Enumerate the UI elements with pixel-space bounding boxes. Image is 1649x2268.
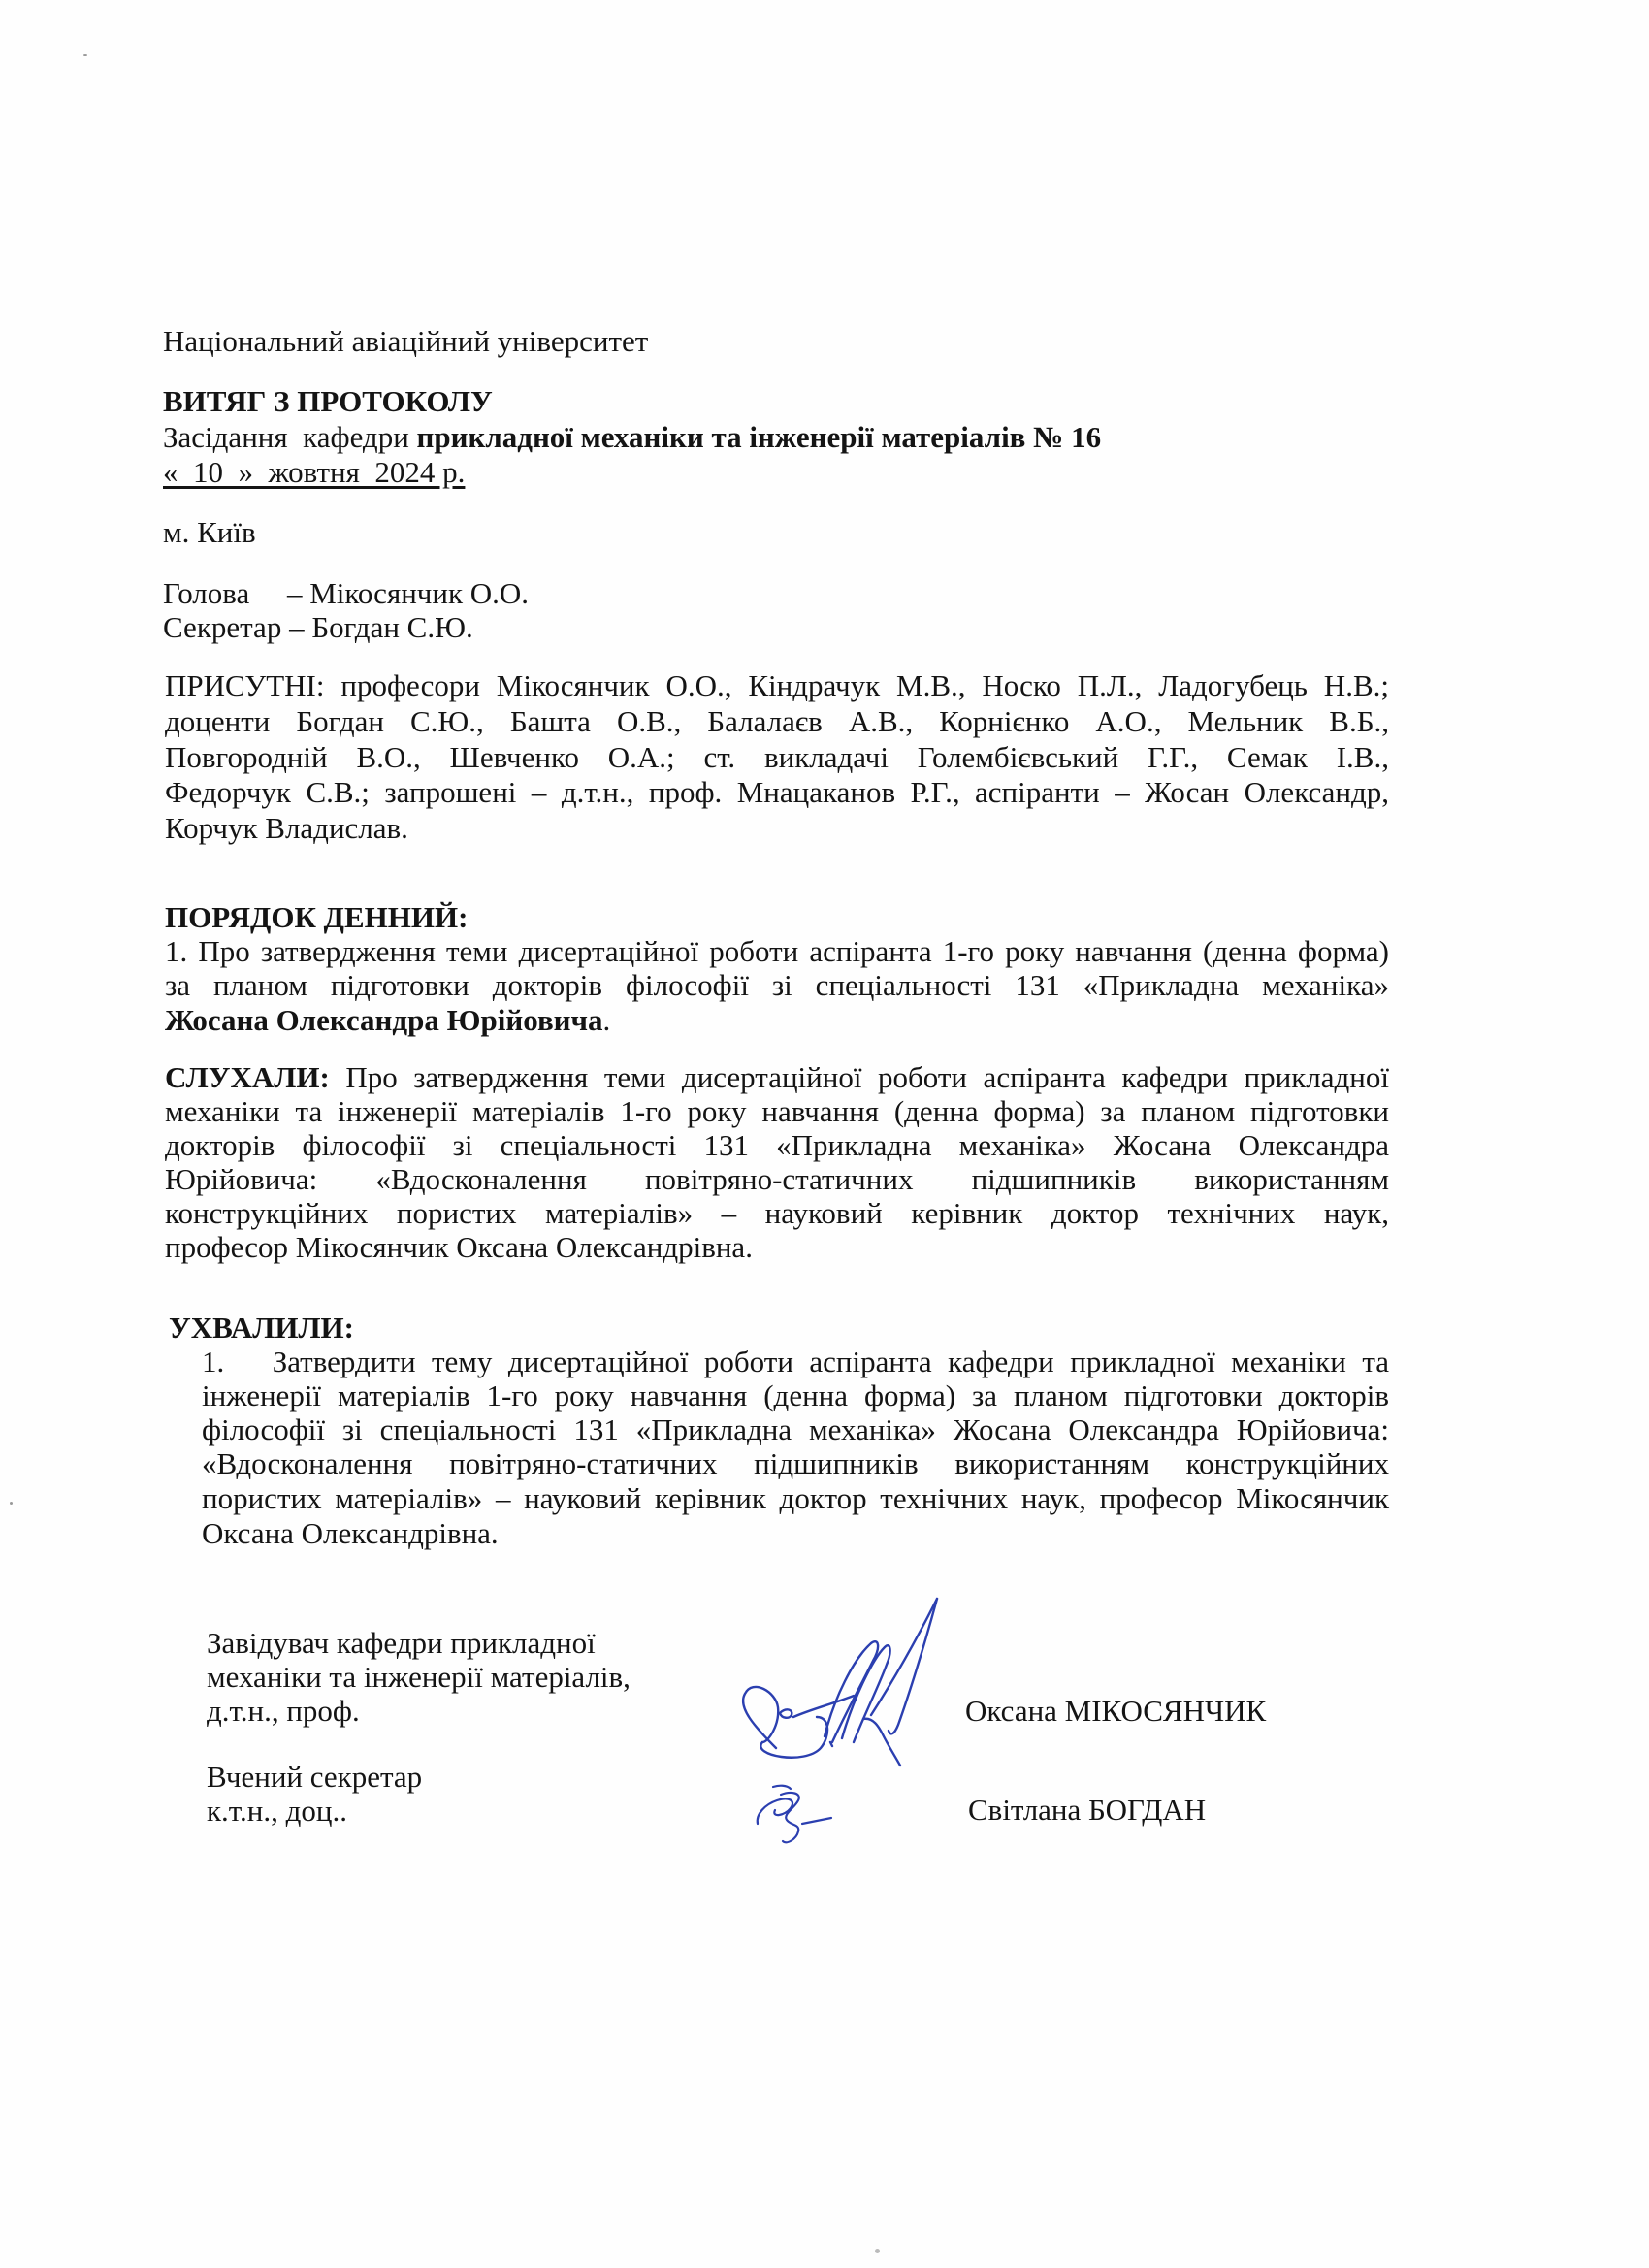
agenda-end-punct: . (602, 1003, 611, 1037)
head-signature-image (718, 1571, 970, 1775)
head-title-line: Завідувач кафедри прикладної (207, 1626, 596, 1660)
signature-ink (743, 1599, 937, 1766)
heard-line: конструкційних пористих матеріалів» – науковий керівник доктор технічних наук, (165, 1196, 1389, 1230)
head-name: Оксана МІКОСЯНЧИК (965, 1694, 1267, 1728)
scan-speck (875, 2249, 880, 2253)
resolved-line: Оксана Олександрівна. (202, 1516, 499, 1550)
resolved-line: «Вдосконалення повітряно-статичних підшипників використанням конструкційних (202, 1446, 1389, 1480)
present-line: Корчук Владислав. (165, 811, 408, 845)
heard-line: механіки та інженерії матеріалів 1-го року навчання (денна форма) за планом підготовки (165, 1094, 1389, 1128)
document-title: ВИТЯГ З ПРОТОКОЛУ (163, 384, 493, 418)
scan-speck (83, 54, 87, 56)
chair-line: Голова – Мікосянчик О.О. (163, 576, 530, 610)
heard-line: професор Мікосянчик Оксана Олександрівна. (165, 1230, 753, 1264)
present-line: доценти Богдан С.Ю., Башта О.В., Балалаєв А.В., Корнієнко А.О., Мельник В.Б., (165, 704, 1389, 738)
head-title-line: д.т.н., проф. (207, 1694, 360, 1728)
agenda-student-line (165, 1003, 610, 1038)
resolved-text: Затвердити тему дисертаційної роботи аспіранта кафедри прикладної механіки та (272, 1345, 1389, 1378)
resolved-first-line (202, 1345, 1389, 1379)
agenda-line: 1. Про затвердження теми дисертаційної роботи аспіранта 1-го року навчання (денна форма) (165, 934, 1389, 968)
meeting-date: « 10 » жовтня 2024 р. (163, 455, 466, 489)
secretary-signature-image (752, 1775, 868, 1853)
agenda-line: за планом підготовки докторів філософії зі спеціальності 131 «Прикладна механіка» (165, 968, 1389, 1002)
agenda-heading: ПОРЯДОК ДЕННИЙ: (165, 900, 469, 934)
resolved-heading: УХВАЛИЛИ: (169, 1311, 354, 1345)
meeting-prefix: Засідання кафедри (163, 420, 417, 454)
heard-text: Про затвердження теми дисертаційної роботи аспіранта кафедри прикладної (345, 1060, 1390, 1094)
present-line: Федорчук С.В.; запрошені – д.т.н., проф. Мнацаканов Р.Г., аспіранти – Жосан Олександр, (165, 775, 1389, 809)
present-line: Повгородній В.О., Шевченко О.А.; ст. викладачі Голембієвський Г.Г., Семак І.В., (165, 740, 1389, 774)
heard-heading: СЛУХАЛИ: (165, 1060, 330, 1094)
secretary-line: Секретар – Богдан С.Ю. (163, 610, 473, 644)
secretary-title-line: к.т.н., доц.. (207, 1794, 347, 1828)
student-name: Жосана Олександра Юрійовича (165, 1003, 603, 1037)
meeting-department: прикладної механіки та інженерії матеріалів № 16 (416, 420, 1102, 454)
heard-first-line (165, 1060, 1389, 1095)
resolved-line: пористих матеріалів» – науковий керівник доктор технічних наук, професор Мікосянчик (202, 1481, 1389, 1515)
meeting-line (163, 420, 1101, 455)
heard-line: докторів філософії зі спеціальності 131 «Прикладна механіка» Жосана Олександра (165, 1128, 1389, 1162)
resolved-line: філософії зі спеціальності 131 «Прикладна механіка» Жосана Олександра Юрійовича: (202, 1412, 1389, 1446)
present-line: ПРИСУТНІ: професори Мікосянчик О.О., Кіндрачук М.В., Носко П.Л., Ладогубець Н.В.; (165, 668, 1389, 702)
head-title-line: механіки та інженерії матеріалів, (207, 1660, 630, 1694)
heard-line: Юрійовича: «Вдосконалення повітряно-статичних підшипників використанням (165, 1162, 1389, 1196)
resolved-item-number: 1. (202, 1345, 225, 1378)
scan-speck (10, 1502, 13, 1505)
organization-name: Національний авіаційний університет (163, 324, 649, 358)
city: м. Київ (163, 515, 256, 549)
resolved-line: інженерії матеріалів 1-го року навчання (денна форма) за планом підготовки докторів (202, 1378, 1389, 1412)
secretary-title-line: Вчений секретар (207, 1760, 423, 1794)
secretary-name: Світлана БОГДАН (968, 1793, 1207, 1827)
